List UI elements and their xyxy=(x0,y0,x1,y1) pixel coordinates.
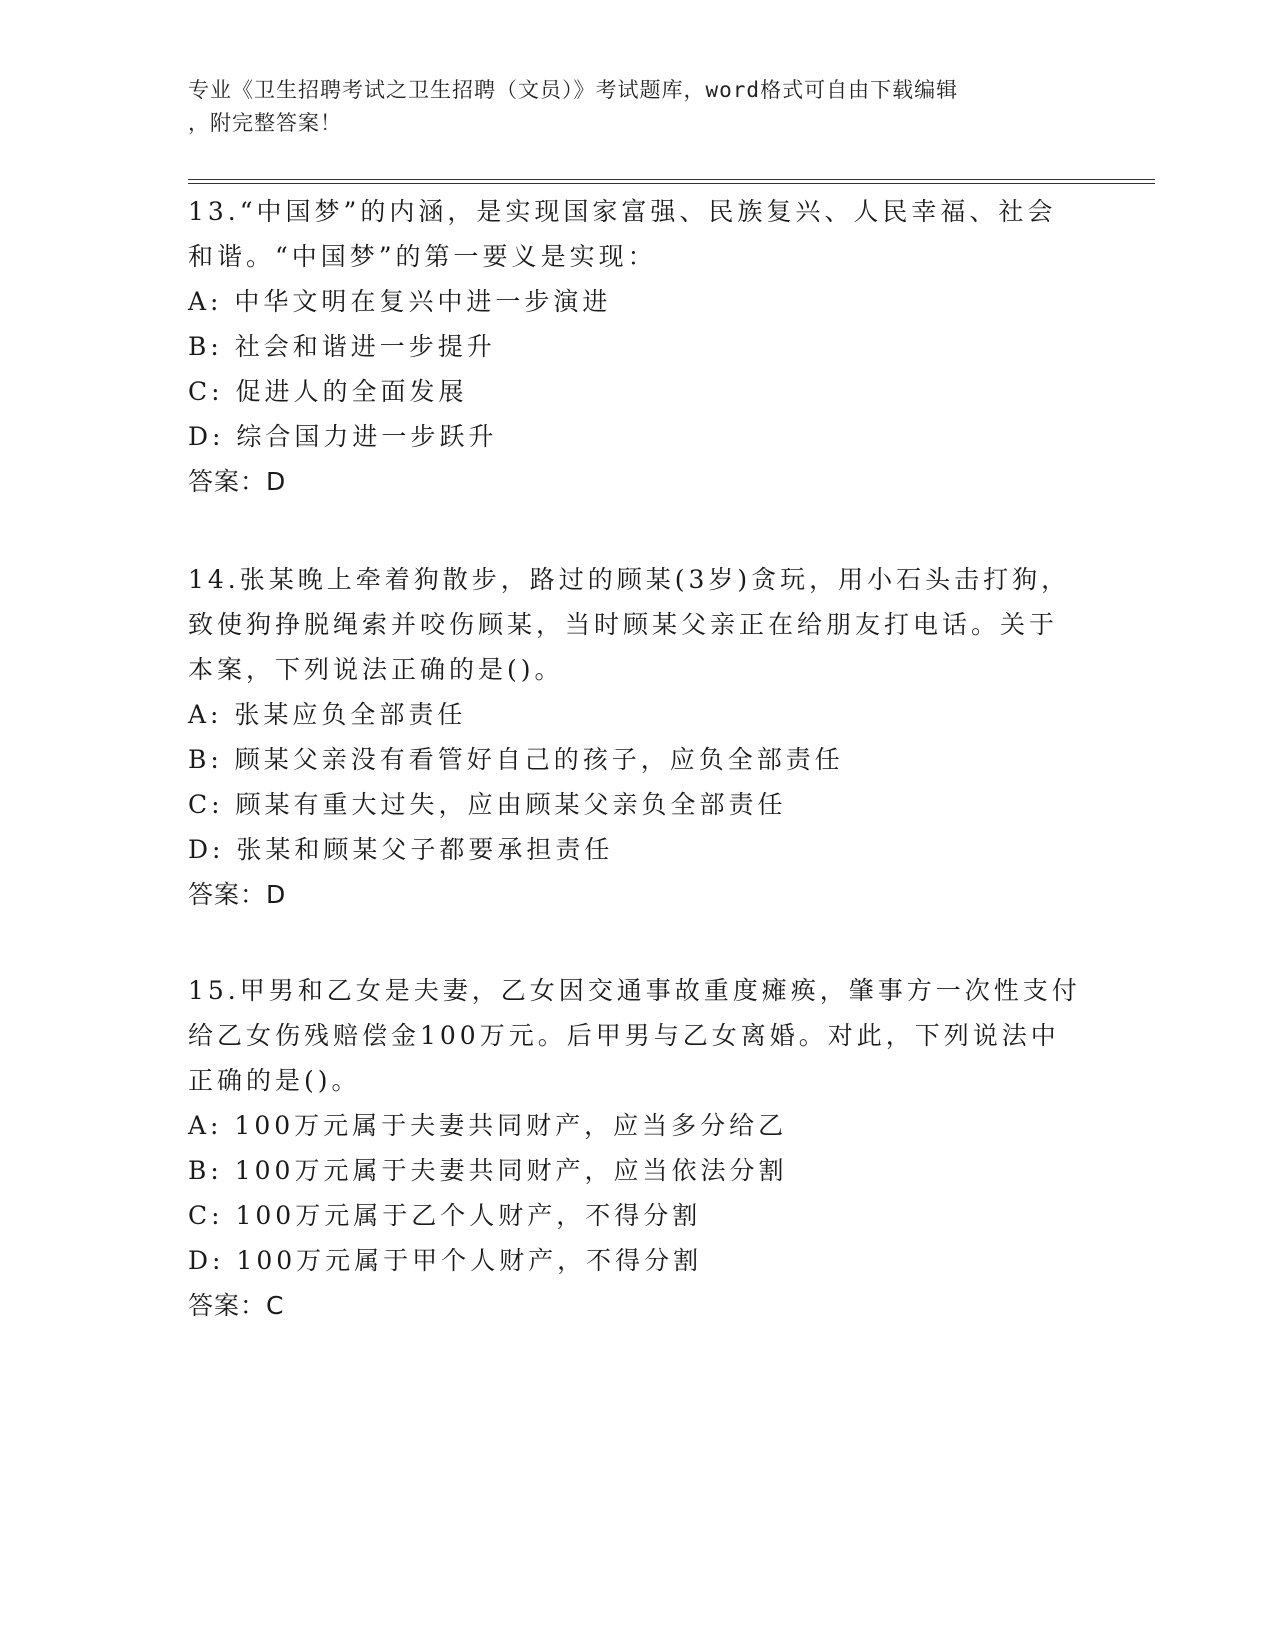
option-a: A: 中华文明在复兴中进一步演进 xyxy=(188,287,612,316)
question-stem-line: 致使狗挣脱绳索并咬伤顾某，当时顾某父亲正在给朋友打电话。关于 xyxy=(188,610,1059,639)
option-c: C: 100万元属于乙个人财产，不得分割 xyxy=(188,1201,702,1230)
option-b: B: 顾某父亲没有看管好自己的孩子，应负全部责任 xyxy=(188,745,844,774)
option-a: A: 100万元属于夫妻共同财产，应当多分给乙 xyxy=(188,1111,788,1140)
question-13 xyxy=(188,189,1088,504)
option-d: D: 张某和顾某父子都要承担责任 xyxy=(188,835,614,864)
question-14 xyxy=(188,557,1088,917)
answer-line: 答案：D xyxy=(188,467,287,496)
question-stem-line: 13.“中国梦”的内涵，是实现国家富强、民族复兴、人民幸福、社会 xyxy=(188,197,1057,226)
header-divider-bottom xyxy=(188,183,1155,184)
option-d: D: 综合国力进一步跃升 xyxy=(188,422,498,451)
option-b: B: 100万元属于夫妻共同财产，应当依法分割 xyxy=(188,1156,788,1185)
question-stem-line: 本案，下列说法正确的是()。 xyxy=(188,655,564,684)
question-stem-line: 14.张某晚上牵着狗散步，路过的顾某(3岁)贪玩，用小石头击打狗， xyxy=(188,565,1071,594)
document-header xyxy=(188,74,1088,140)
header-line-2: ，附完整答案！ xyxy=(188,111,342,135)
answer-line: 答案：C xyxy=(188,1291,285,1320)
option-a: A: 张某应负全部责任 xyxy=(188,700,467,729)
option-b: B: 社会和谐进一步提升 xyxy=(188,332,496,361)
question-stem-line: 正确的是()。 xyxy=(188,1066,361,1095)
answer-line: 答案：D xyxy=(188,880,287,909)
option-c: C: 促进人的全面发展 xyxy=(188,377,468,406)
option-d: D: 100万元属于甲个人财产，不得分割 xyxy=(188,1246,703,1275)
question-stem-line: 15.甲男和乙女是夫妻，乙女因交通事故重度瘫痪，肇事方一次性支付 xyxy=(188,976,1081,1005)
header-divider-top xyxy=(188,179,1155,180)
question-stem-line: 和谐。“中国梦”的第一要义是实现： xyxy=(188,242,657,271)
question-15 xyxy=(188,968,1088,1328)
option-c: C: 顾某有重大过失，应由顾某父亲负全部责任 xyxy=(188,790,787,819)
header-line-1: 专业《卫生招聘考试之卫生招聘（文员）》考试题库，word格式可自由下载编辑 xyxy=(188,78,959,102)
question-stem-line: 给乙女伤残赔偿金100万元。后甲男与乙女离婚。对此，下列说法中 xyxy=(188,1021,1060,1050)
